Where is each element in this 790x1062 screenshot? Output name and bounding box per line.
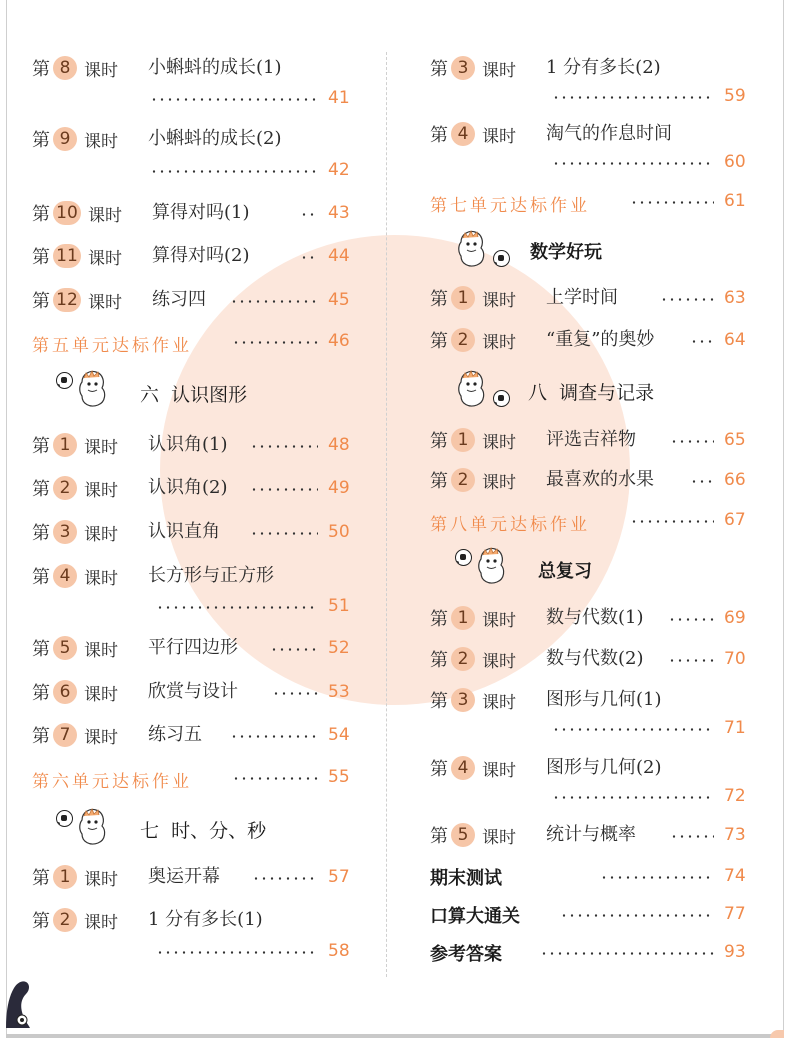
lesson-title: 1 分有多长(1) — [148, 909, 263, 930]
lesson-prefix: 第 — [32, 567, 50, 588]
leader-dots — [150, 170, 318, 173]
page-number[interactable]: 53 — [328, 682, 350, 702]
leader-dots — [272, 692, 318, 695]
lesson-prefix: 第 — [32, 59, 50, 80]
lesson-suffix: 课时 — [84, 437, 118, 458]
leader-dots — [300, 213, 318, 216]
lesson-row[interactable] — [430, 284, 516, 312]
final-section-title[interactable]: 期末测试 — [430, 868, 502, 889]
lesson-number-badge: 11 — [53, 244, 81, 268]
page-number[interactable]: 60 — [724, 152, 746, 172]
soccer-ball-icon — [56, 810, 73, 827]
leader-dots — [540, 952, 714, 955]
lesson-number-badge: 3 — [53, 520, 77, 544]
lesson-suffix: 课时 — [84, 640, 118, 661]
unit-homework-label[interactable]: 第七单元达标作业 — [430, 196, 590, 216]
dinosaur-silhouette-icon — [4, 968, 34, 1028]
final-section-title[interactable]: 参考答案 — [430, 944, 502, 965]
leader-dots — [552, 162, 714, 165]
lesson-number-badge: 2 — [451, 647, 475, 671]
lesson-row[interactable] — [430, 754, 516, 782]
lesson-row[interactable] — [430, 426, 516, 454]
leader-dots — [552, 96, 714, 99]
page-number[interactable]: 49 — [328, 478, 350, 498]
leader-dots — [560, 914, 714, 917]
page-number[interactable]: 67 — [724, 510, 746, 530]
lesson-title: 认识直角 — [148, 521, 220, 542]
dinosaur-mascot-icon — [455, 228, 487, 268]
page-number[interactable]: 71 — [724, 718, 746, 738]
page-number[interactable]: 43 — [328, 203, 350, 223]
dinosaur-mascot-icon — [475, 545, 507, 585]
lesson-title: 评选吉祥物 — [546, 429, 636, 450]
leader-dots — [630, 520, 714, 523]
lesson-prefix: 第 — [430, 609, 448, 630]
lesson-number-badge: 1 — [53, 433, 77, 457]
lesson-row[interactable] — [32, 518, 118, 546]
page-number[interactable]: 50 — [328, 522, 350, 542]
leader-dots — [552, 728, 714, 731]
page-number[interactable]: 63 — [724, 288, 746, 308]
lesson-title: 认识角(2) — [148, 477, 228, 498]
lesson-title: 练习五 — [148, 724, 202, 745]
lesson-prefix: 第 — [32, 436, 50, 457]
lesson-suffix: 课时 — [482, 432, 516, 453]
lesson-title: 图形与几何(2) — [546, 757, 662, 778]
lesson-row[interactable] — [32, 54, 118, 82]
leader-dots — [300, 256, 318, 259]
section-title[interactable]: 七 时、分、秒 — [140, 820, 267, 842]
lesson-title: 练习四 — [152, 289, 206, 310]
lesson-prefix: 第 — [430, 59, 448, 80]
page-number[interactable]: 52 — [328, 638, 350, 658]
leader-dots — [668, 618, 714, 621]
leader-dots — [252, 877, 318, 880]
leader-dots — [232, 341, 318, 344]
lesson-row[interactable] — [430, 686, 516, 714]
lesson-row[interactable] — [32, 286, 122, 314]
lesson-row[interactable] — [32, 474, 118, 502]
lesson-suffix: 课时 — [482, 290, 516, 311]
lesson-number-badge: 2 — [451, 468, 475, 492]
lesson-row[interactable] — [430, 604, 516, 632]
dinosaur-mascot-icon — [455, 368, 487, 408]
page-number[interactable]: 70 — [724, 649, 746, 669]
page-number[interactable]: 77 — [724, 904, 746, 924]
leader-dots — [660, 298, 714, 301]
lesson-title: 小蝌蚪的成长(1) — [148, 57, 282, 78]
lesson-number-badge: 7 — [53, 723, 77, 747]
lesson-prefix: 第 — [430, 826, 448, 847]
lesson-suffix: 课时 — [84, 727, 118, 748]
page-number[interactable]: 59 — [724, 86, 746, 106]
dinosaur-mascot-icon — [76, 368, 108, 408]
lesson-suffix: 课时 — [88, 248, 122, 269]
lesson-row[interactable] — [32, 125, 118, 153]
leader-dots — [250, 488, 318, 491]
lesson-title: 1 分有多长(2) — [546, 57, 661, 78]
lesson-row[interactable] — [430, 821, 516, 849]
lesson-title: 长方形与正方形 — [148, 565, 274, 586]
lesson-number-badge: 1 — [451, 286, 475, 310]
lesson-row[interactable] — [32, 721, 118, 749]
leader-dots — [630, 201, 714, 204]
lesson-title: 上学时间 — [546, 287, 618, 308]
page-number[interactable]: 45 — [328, 290, 350, 310]
lesson-suffix: 课时 — [482, 472, 516, 493]
lesson-title: 数与代数(2) — [546, 648, 644, 669]
lesson-number-badge: 4 — [451, 122, 475, 146]
lesson-prefix: 第 — [430, 650, 448, 671]
page-bottom-edge — [6, 1034, 784, 1038]
lesson-prefix: 第 — [430, 691, 448, 712]
lesson-number-badge: 2 — [53, 908, 77, 932]
lesson-prefix: 第 — [430, 471, 448, 492]
lesson-row[interactable] — [430, 120, 516, 148]
leader-dots — [600, 876, 714, 879]
leader-dots — [690, 480, 714, 483]
lesson-number-badge: 6 — [53, 680, 77, 704]
page-number[interactable]: 48 — [328, 435, 350, 455]
page-number[interactable]: 54 — [328, 725, 350, 745]
lesson-prefix: 第 — [32, 523, 50, 544]
lesson-prefix: 第 — [32, 291, 50, 312]
lesson-number-badge: 3 — [451, 688, 475, 712]
section-title[interactable]: 总复习 — [538, 561, 592, 582]
lesson-title: 奥运开幕 — [148, 866, 220, 887]
page-number[interactable]: 93 — [724, 942, 746, 962]
leader-dots — [670, 440, 714, 443]
lesson-suffix: 课时 — [88, 205, 122, 226]
lesson-title: “重复”的奥妙 — [546, 329, 655, 350]
lesson-number-badge: 1 — [53, 865, 77, 889]
lesson-number-badge: 9 — [53, 127, 77, 151]
lesson-prefix: 第 — [430, 125, 448, 146]
lesson-suffix: 课时 — [84, 131, 118, 152]
lesson-title: 算得对吗(1) — [152, 202, 250, 223]
lesson-suffix: 课时 — [482, 760, 516, 781]
lesson-prefix: 第 — [32, 683, 50, 704]
page-number[interactable]: 61 — [724, 191, 746, 211]
lesson-suffix: 课时 — [84, 869, 118, 890]
lesson-prefix: 第 — [32, 911, 50, 932]
lesson-suffix: 课时 — [84, 524, 118, 545]
page-number[interactable]: 57 — [328, 867, 350, 887]
lesson-number-badge: 8 — [53, 56, 77, 80]
unit-homework-label[interactable]: 第五单元达标作业 — [32, 336, 192, 356]
page-number[interactable]: 73 — [724, 825, 746, 845]
lesson-number-badge: 1 — [451, 606, 475, 630]
final-section-title[interactable]: 口算大通关 — [430, 906, 520, 927]
page-number[interactable]: 55 — [328, 767, 350, 787]
lesson-number-badge: 5 — [53, 636, 77, 660]
lesson-row[interactable] — [430, 326, 516, 354]
lesson-row[interactable] — [32, 431, 118, 459]
leader-dots — [250, 445, 318, 448]
leader-dots — [232, 777, 318, 780]
leader-dots — [250, 532, 318, 535]
page-number[interactable]: 41 — [328, 88, 350, 108]
lesson-row[interactable] — [32, 634, 118, 662]
lesson-number-badge: 2 — [451, 328, 475, 352]
lesson-row[interactable] — [32, 562, 118, 590]
lesson-row[interactable] — [32, 863, 118, 891]
lesson-suffix: 课时 — [84, 480, 118, 501]
lesson-prefix: 第 — [32, 868, 50, 889]
lesson-number-badge: 12 — [53, 288, 81, 312]
section-title[interactable]: 数学好玩 — [530, 242, 602, 263]
leader-dots — [230, 300, 318, 303]
lesson-suffix: 课时 — [88, 292, 122, 313]
leader-dots — [156, 606, 318, 609]
leader-dots — [156, 951, 318, 954]
lesson-number-badge: 1 — [451, 428, 475, 452]
lesson-prefix: 第 — [32, 130, 50, 151]
page-number[interactable]: 66 — [724, 470, 746, 490]
leader-dots — [150, 98, 318, 101]
section-title[interactable]: 八 调查与记录 — [528, 382, 655, 404]
soccer-ball-icon — [493, 250, 510, 267]
page-number[interactable]: 72 — [724, 786, 746, 806]
lesson-title: 平行四边形 — [148, 637, 238, 658]
lesson-title: 统计与概率 — [546, 824, 636, 845]
lesson-number-badge: 3 — [451, 56, 475, 80]
lesson-title: 欣赏与设计 — [148, 681, 238, 702]
lesson-title: 淘气的作息时间 — [546, 123, 672, 144]
column-divider — [386, 52, 387, 977]
soccer-ball-icon — [455, 549, 472, 566]
lesson-row[interactable] — [430, 645, 516, 673]
lesson-prefix: 第 — [32, 639, 50, 660]
lesson-row[interactable] — [430, 54, 516, 82]
lesson-prefix: 第 — [32, 204, 50, 225]
lesson-suffix: 课时 — [482, 651, 516, 672]
page-number[interactable]: 74 — [724, 866, 746, 886]
lesson-title: 算得对吗(2) — [152, 245, 250, 266]
section-title[interactable]: 六 认识图形 — [140, 384, 248, 406]
lesson-prefix: 第 — [32, 479, 50, 500]
lesson-row[interactable] — [32, 199, 122, 227]
page-number[interactable]: 69 — [724, 608, 746, 628]
lesson-title: 数与代数(1) — [546, 607, 644, 628]
page-number[interactable]: 44 — [328, 246, 350, 266]
dinosaur-mascot-icon — [76, 806, 108, 846]
lesson-number-badge: 2 — [53, 476, 77, 500]
unit-homework-label[interactable]: 第八单元达标作业 — [430, 515, 590, 535]
lesson-prefix: 第 — [430, 289, 448, 310]
soccer-ball-icon — [56, 372, 73, 389]
lesson-suffix: 课时 — [84, 912, 118, 933]
lesson-title: 最喜欢的水果 — [546, 469, 654, 490]
page-number[interactable]: 65 — [724, 430, 746, 450]
lesson-prefix: 第 — [32, 247, 50, 268]
lesson-title: 小蝌蚪的成长(2) — [148, 128, 282, 149]
lesson-row[interactable] — [32, 678, 118, 706]
lesson-suffix: 课时 — [84, 60, 118, 81]
lesson-number-badge: 5 — [451, 823, 475, 847]
lesson-row[interactable] — [32, 242, 122, 270]
lesson-prefix: 第 — [430, 331, 448, 352]
soccer-ball-icon — [493, 390, 510, 407]
lesson-title: 图形与几何(1) — [546, 689, 662, 710]
lesson-row[interactable] — [430, 466, 516, 494]
lesson-prefix: 第 — [32, 726, 50, 747]
leader-dots — [552, 796, 714, 799]
lesson-prefix: 第 — [430, 431, 448, 452]
leader-dots — [670, 835, 714, 838]
lesson-prefix: 第 — [430, 759, 448, 780]
lesson-title: 认识角(1) — [148, 434, 228, 455]
lesson-suffix: 课时 — [84, 568, 118, 589]
corner-tab — [770, 1030, 784, 1038]
lesson-row[interactable] — [32, 906, 118, 934]
page-number[interactable]: 46 — [328, 331, 350, 351]
lesson-number-badge: 4 — [53, 564, 77, 588]
page-number[interactable]: 42 — [328, 160, 350, 180]
lesson-suffix: 课时 — [482, 126, 516, 147]
lesson-suffix: 课时 — [84, 684, 118, 705]
unit-homework-label[interactable]: 第六单元达标作业 — [32, 772, 192, 792]
lesson-suffix: 课时 — [482, 827, 516, 848]
lesson-suffix: 课时 — [482, 610, 516, 631]
leader-dots — [270, 648, 318, 651]
lesson-number-badge: 4 — [451, 756, 475, 780]
lesson-number-badge: 10 — [53, 201, 81, 225]
leader-dots — [690, 340, 714, 343]
lesson-suffix: 课时 — [482, 332, 516, 353]
page-number[interactable]: 64 — [724, 330, 746, 350]
page-number[interactable]: 51 — [328, 596, 350, 616]
lesson-suffix: 课时 — [482, 692, 516, 713]
leader-dots — [230, 735, 318, 738]
page-number[interactable]: 58 — [328, 941, 350, 961]
lesson-suffix: 课时 — [482, 60, 516, 81]
leader-dots — [668, 659, 714, 662]
